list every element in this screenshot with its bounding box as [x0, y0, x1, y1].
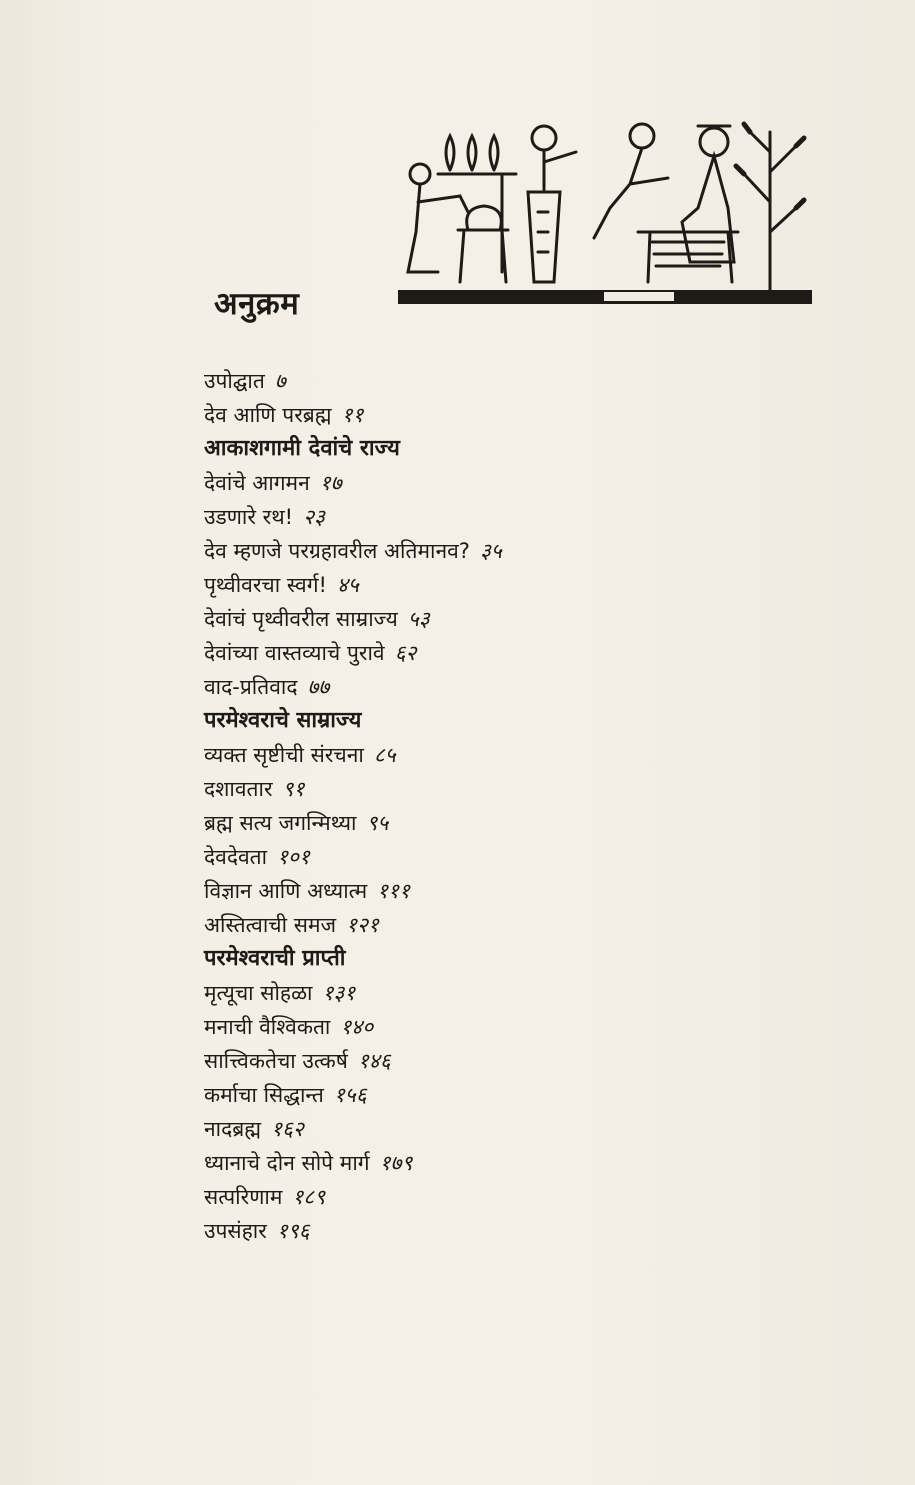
toc-entry-page-number: ९५: [366, 811, 389, 835]
toc-entry-title: नादब्रह्म: [204, 1117, 262, 1141]
toc-entry-title: पृथ्वीवरचा स्वर्ग!: [204, 573, 327, 597]
toc-section-heading: [204, 704, 724, 738]
toc-section-heading: [204, 942, 724, 976]
toc-entry-title: ब्रह्म सत्य जगन्मिथ्या: [204, 811, 357, 835]
toc-entry-page-number: ४५: [336, 573, 359, 597]
toc-entry-title: व्यक्त सृष्टीची संरचना: [204, 743, 364, 767]
toc-entry-page-number: १३१: [322, 981, 356, 1005]
toc-entry-page-number: १०१: [277, 845, 310, 869]
ancient-seal-relief-illustration: [398, 112, 812, 308]
toc-entry: [204, 364, 724, 398]
page-title: अनुक्रम: [214, 286, 300, 322]
toc-entry: [204, 466, 724, 500]
toc-entry: [204, 568, 724, 602]
toc-entry-page-number: १११: [377, 879, 410, 903]
toc-entry-page-number: १६२: [271, 1117, 304, 1141]
toc-entry-title: मनाची वैश्विकता: [204, 1015, 331, 1039]
toc-entry-title: कर्माचा सिद्धान्त: [204, 1083, 324, 1107]
toc-entry-page-number: १७९: [379, 1151, 413, 1175]
toc-entry-title: देव म्हणजे परग्रहावरील अतिमानव?: [204, 539, 470, 563]
toc-entry-title: देवांचे आगमन: [204, 471, 310, 495]
toc-entry: [204, 500, 724, 534]
toc-entry-page-number: १२१: [346, 913, 379, 937]
toc-entry: [204, 1146, 724, 1180]
toc-entry-title: उपोद्घात: [204, 369, 265, 393]
toc-entry-title: परमेश्वराची प्राप्ती: [204, 946, 346, 971]
toc-entry-page-number: १४०: [340, 1015, 374, 1039]
toc-entry: [204, 636, 724, 670]
toc-entry: [204, 840, 724, 874]
toc-entry-title: देवांचं पृथ्वीवरील साम्राज्य: [204, 607, 398, 631]
toc-entry: [204, 1180, 724, 1214]
toc-entry: [204, 1078, 724, 1112]
toc-entry: [204, 398, 724, 432]
toc-entry-page-number: ५३: [407, 607, 430, 631]
toc-entry-title: देव आणि परब्रह्म: [204, 403, 332, 427]
toc-entry: [204, 874, 724, 908]
toc-entry-title: देवदेवता: [204, 845, 268, 869]
toc-entry: [204, 670, 724, 704]
toc-entry-page-number: २३: [303, 505, 325, 529]
toc-entry: [204, 976, 724, 1010]
toc-entry-page-number: ७: [274, 369, 286, 393]
toc-entry-title: उडणारे रथ!: [204, 505, 294, 529]
toc-entry-title: दशावतार: [204, 777, 273, 801]
table-of-contents: [204, 364, 724, 1248]
toc-entry: [204, 534, 724, 568]
toc-entry-page-number: १५६: [333, 1083, 367, 1107]
toc-entry-title: देवांच्या वास्तव्याचे पुरावे: [204, 641, 385, 665]
toc-entry-page-number: ७७: [307, 675, 330, 699]
toc-entry: [204, 908, 724, 942]
toc-entry-page-number: ६२: [394, 641, 417, 665]
toc-entry-page-number: ११: [341, 403, 364, 427]
toc-entry-page-number: ९१: [282, 777, 305, 801]
toc-entry-title: मृत्यूचा सोहळा: [204, 981, 313, 1005]
toc-entry: [204, 1044, 724, 1078]
toc-entry: [204, 772, 724, 806]
toc-entry-page-number: ८५: [373, 743, 396, 767]
toc-entry-title: उपसंहार: [204, 1219, 267, 1243]
toc-entry-title: विज्ञान आणि अध्यात्म: [204, 879, 368, 903]
toc-entry-title: सत्परिणाम: [204, 1185, 283, 1209]
toc-entry-page-number: ३५: [479, 539, 502, 563]
toc-entry: [204, 1010, 724, 1044]
toc-entry-title: सात्त्विकतेचा उत्कर्ष: [204, 1049, 348, 1073]
toc-entry-page-number: १७: [319, 471, 342, 495]
toc-entry-title: परमेश्वराचे साम्राज्य: [204, 708, 362, 733]
toc-entry: [204, 738, 724, 772]
toc-entry-title: आकाशगामी देवांचे राज्य: [204, 436, 400, 461]
toc-section-heading: [204, 432, 724, 466]
toc-entry-page-number: १८९: [292, 1185, 326, 1209]
toc-entry: [204, 1112, 724, 1146]
toc-entry-title: ध्यानाचे दोन सोपे मार्ग: [204, 1151, 370, 1175]
toc-entry: [204, 806, 724, 840]
toc-entry-page-number: १९६: [276, 1219, 310, 1243]
toc-entry: [204, 1214, 724, 1248]
toc-entry: [204, 602, 724, 636]
toc-entry-page-number: १४६: [357, 1049, 391, 1073]
toc-entry-title: अस्तित्वाची समज: [204, 913, 337, 937]
toc-entry-title: वाद-प्रतिवाद: [204, 675, 298, 699]
